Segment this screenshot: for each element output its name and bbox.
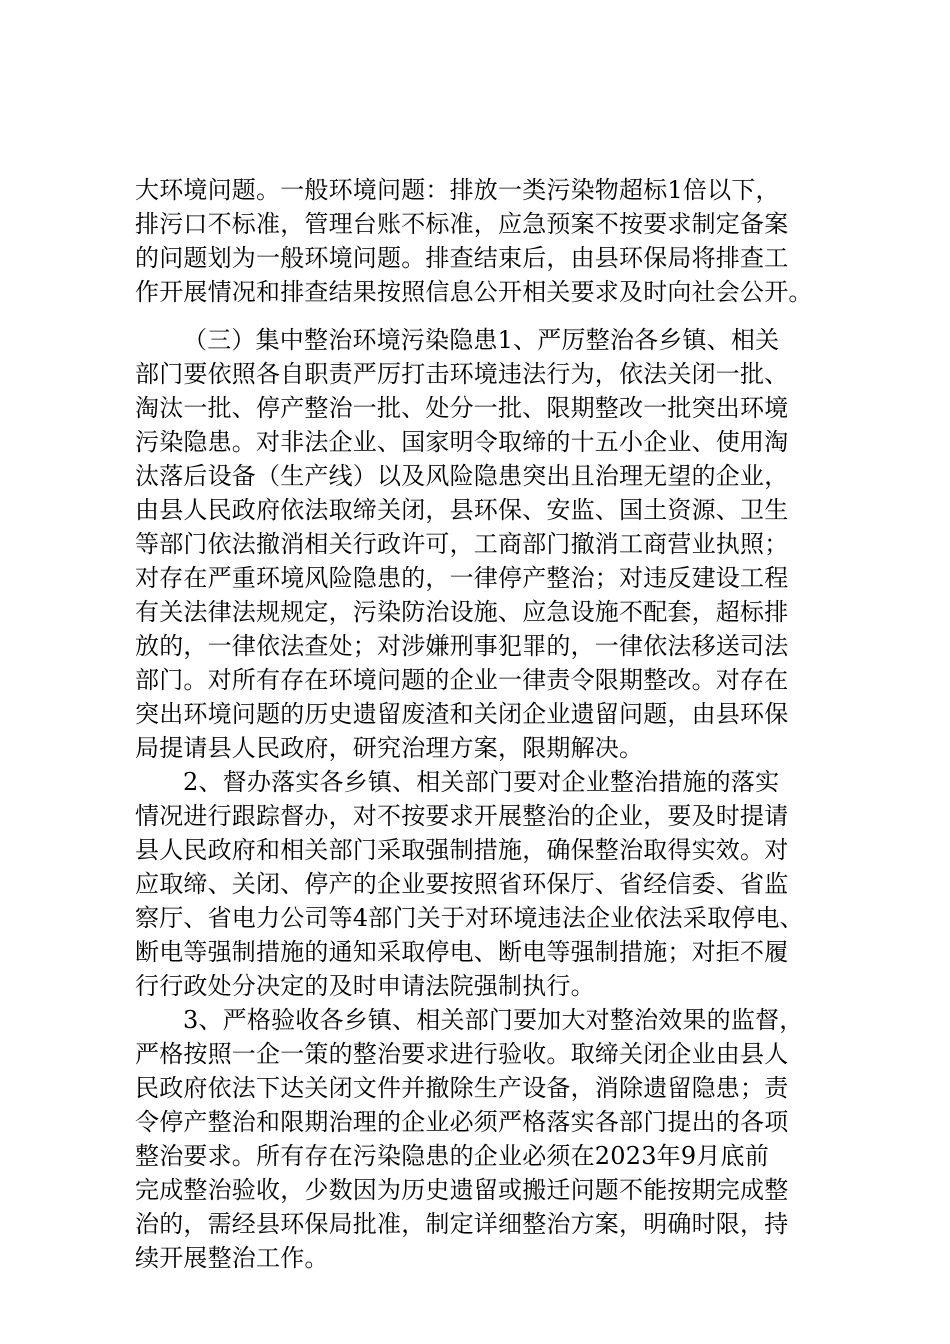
text-line: 整治要求。所有存在污染隐患的企业必须在2023年9月底前 <box>135 1142 769 1170</box>
paragraph-start-line: 3、严格验收各乡镇、相关部门要加大对整治效果的监督， <box>183 1006 804 1034</box>
text-line: 的问题划为一般环境问题。排查结束后，由县环保局将排查工 <box>135 244 789 272</box>
text-line: 情况进行跟踪督办，对不按要求开展整治的企业，要及时提请 <box>135 802 789 830</box>
text-line: 严格按照一企一策的整治要求进行验收。取缔关闭企业由县人 <box>135 1040 789 1068</box>
text-line: 淘汰一批、停产整治一批、处分一批、限期整改一批突出环境 <box>135 394 789 422</box>
text-line: 察厅、省电力公司等4部门关于对环境违法企业依法采取停电、 <box>135 904 804 932</box>
text-line: 污染隐患。对非法企业、国家明令取缔的十五小企业、使用淘 <box>135 428 789 456</box>
text-line: 治的，需经县环保局批准，制定详细整治方案，明确时限，持 <box>135 1210 789 1238</box>
text-line: 局提请县人民政府，研究治理方案，限期解决。 <box>135 734 644 762</box>
text-line: 部门要依照各自职责严厉打击环境违法行为，依法关闭一批、 <box>135 360 789 388</box>
text-line: 续开展整治工作。 <box>135 1244 329 1272</box>
text-line: 等部门依法撤消相关行政许可，工商部门撤消工商营业执照； <box>135 530 789 558</box>
text-line: 断电等强制措施的通知采取停电、断电等强制措施；对拒不履 <box>135 938 789 966</box>
text-line: 民政府依法下达关闭文件并撤除生产设备，消除遗留隐患；责 <box>135 1074 789 1102</box>
text-line: 大环境问题。一般环境问题：排放一类污染物超标1倍以下， <box>135 176 780 204</box>
text-line: 完成整治验收，少数因为历史遗留或搬迁问题不能按期完成整 <box>135 1176 789 1204</box>
text-line: 放的，一律依法查处；对涉嫌刑事犯罪的，一律依法移送司法 <box>135 632 789 660</box>
text-line: 汰落后设备（生产线）以及风险隐患突出且治理无望的企业， <box>135 462 789 490</box>
text-line: 令停产整治和限期治理的企业必须严格落实各部门提出的各项 <box>135 1108 789 1136</box>
text-line: 县人民政府和相关部门采取强制措施，确保整治取得实效。对 <box>135 836 789 864</box>
paragraph-heading-line: （三）集中整治环境污染隐患1、严厉整治各乡镇、相关 <box>183 326 780 354</box>
text-line: 排污口不标准，管理台账不标准，应急预案不按要求制定备案 <box>135 210 789 238</box>
text-line: 对存在严重环境风险隐患的，一律停产整治；对违反建设工程 <box>135 564 789 592</box>
text-line: 突出环境问题的历史遗留废渣和关闭企业遗留问题，由县环保 <box>135 700 789 728</box>
text-line: 由县人民政府依法取缔关闭，县环保、安监、国土资源、卫生 <box>135 496 789 524</box>
paragraph-start-line: 2、督办落实各乡镇、相关部门要对企业整治措施的落实 <box>183 768 780 796</box>
text-line: 应取缔、关闭、停产的企业要按照省环保厅、省经信委、省监 <box>135 870 789 898</box>
text-line: 部门。对所有存在环境问题的企业一律责令限期整改。对存在 <box>135 666 789 694</box>
text-line: 作开展情况和排查结果按照信息公开相关要求及时向社会公开。 <box>135 278 813 306</box>
text-line: 行行政处分决定的及时申请法院强制执行。 <box>135 972 595 1000</box>
text-line: 有关法律法规规定，污染防治设施、应急设施不配套，超标排 <box>135 598 789 626</box>
